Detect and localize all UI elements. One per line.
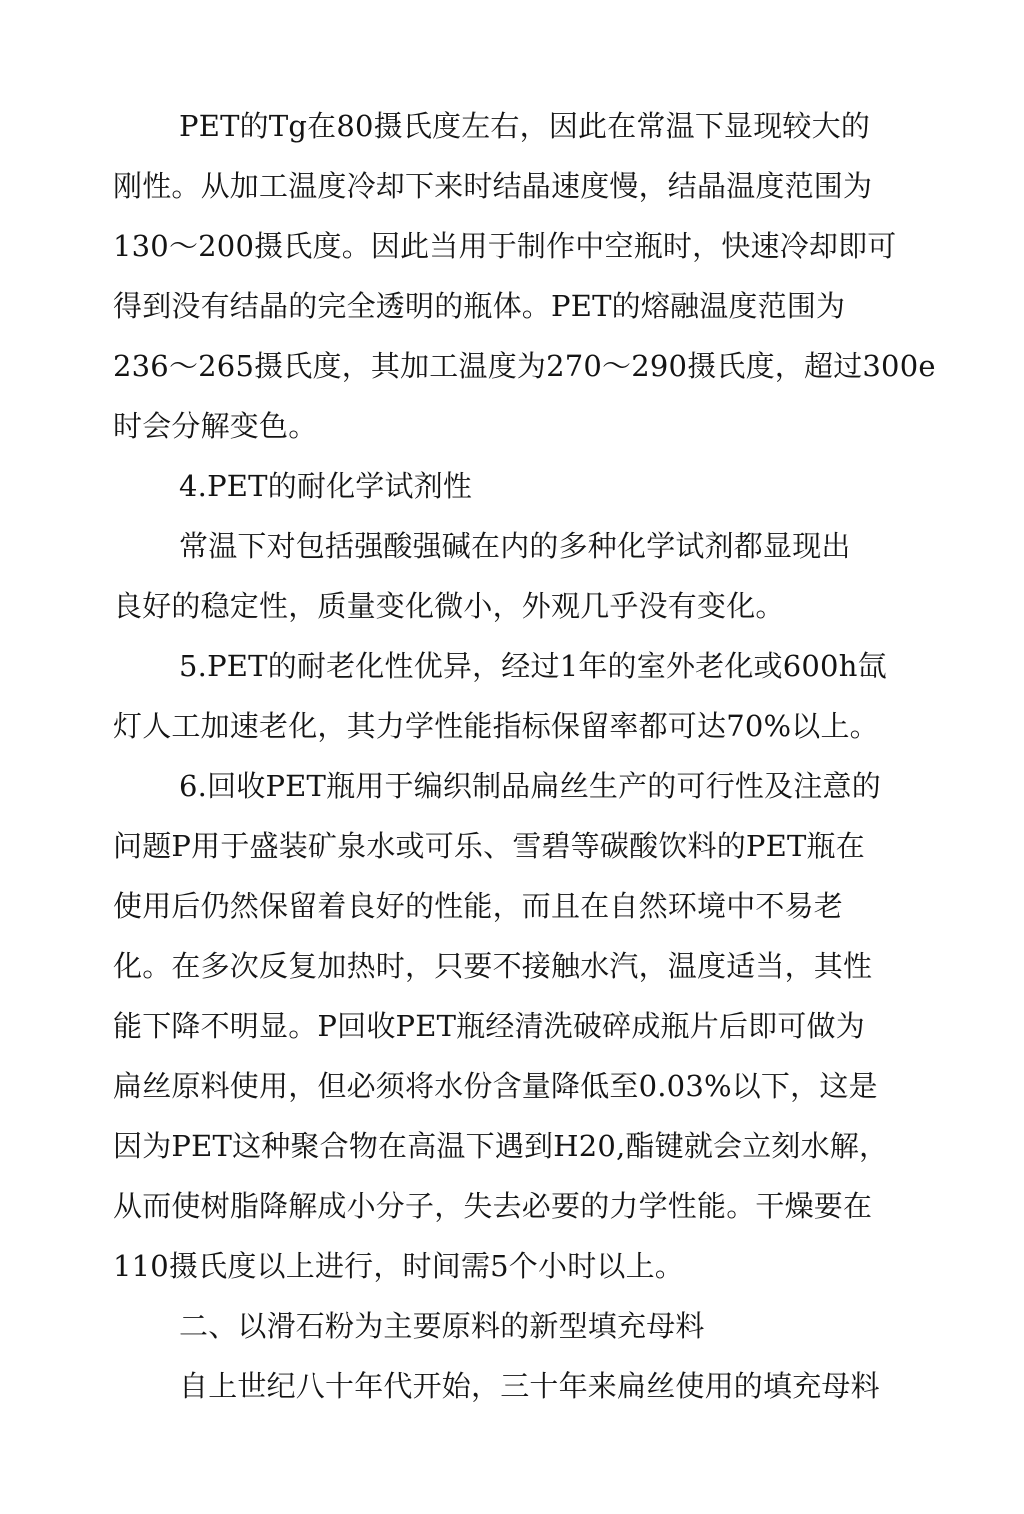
text-line: 110摄氏度以上进行，时间需5个小时以上。 (113, 1249, 685, 1283)
text-line: 236～265摄氏度，其加工温度为270～290摄氏度，超过300e (113, 349, 936, 383)
text-line: 化。在多次反复加热时，只要不接触水汽，温度适当，其性 (113, 949, 873, 983)
text-line: 灯人工加速老化，其力学性能指标保留率都可达70%以上。 (113, 709, 879, 743)
text-line: PET的Tg在80摄氏度左右，因此在常温下显现较大的 (179, 109, 871, 143)
text-line: 从而使树脂降解成小分子，失去必要的力学性能。干燥要在 (113, 1189, 873, 1223)
text-line: 5.PET的耐老化性优异，经过1年的室外老化或600h氙 (179, 649, 887, 683)
text-line: 得到没有结晶的完全透明的瓶体。PET的熔融温度范围为 (113, 289, 846, 323)
text-line: 时会分解变色。 (113, 409, 318, 443)
section-heading: 4.PET的耐化学试剂性 (179, 469, 473, 503)
text-line: 常温下对包括强酸强碱在内的多种化学试剂都显现出 (179, 529, 851, 563)
text-line: 刚性。从加工温度冷却下来时结晶速度慢，结晶温度范围为 (113, 169, 873, 203)
text-line: 因为PET这种聚合物在高温下遇到H20,酯键就会立刻水解， (113, 1129, 889, 1163)
text-line: 扁丝原料使用，但必须将水份含量降低至0.03%以下，这是 (113, 1069, 878, 1103)
text-line: 问题P用于盛装矿泉水或可乐、雪碧等碳酸饮料的PET瓶在 (113, 829, 865, 863)
text-line: 能下降不明显。P回收PET瓶经清洗破碎成瓶片后即可做为 (113, 1009, 865, 1043)
text-line: 使用后仍然保留着良好的性能，而且在自然环境中不易老 (113, 889, 844, 923)
text-line: 130～200摄氏度。因此当用于制作中空瓶时，快速冷却即可 (113, 229, 897, 263)
text-line: 良好的稳定性，质量变化微小，外观几乎没有变化。 (113, 589, 785, 623)
text-line: 6.回收PET瓶用于编织制品扁丝生产的可行性及注意的 (179, 769, 881, 803)
text-line: 自上世纪八十年代开始，三十年来扁丝使用的填充母料 (179, 1369, 880, 1403)
body-text (113, 96, 936, 1416)
section-heading: 二、以滑石粉为主要原料的新型填充母料 (179, 1309, 705, 1343)
